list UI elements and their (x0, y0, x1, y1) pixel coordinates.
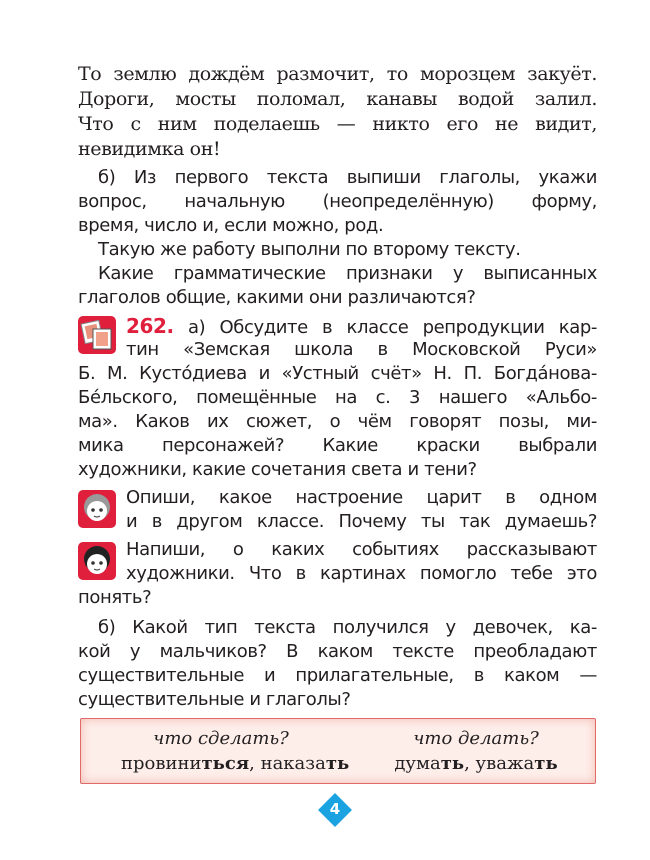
text-line: Опиши, какое настроение царит в одном (126, 487, 597, 508)
boy-task (78, 538, 597, 610)
page-content (78, 62, 597, 784)
text-line: Дороги, мосты поломал, канавы водой залил. (78, 88, 597, 110)
text-line: время, число и, если можно, род. (78, 215, 384, 236)
poem-text (78, 62, 597, 162)
text-line: художники. Что в картинах помогло тебе это (126, 563, 597, 584)
page-number: 4 (329, 800, 341, 818)
text-line: глаголов общие, какими они различаются? (78, 287, 476, 308)
task-b (78, 166, 597, 310)
text-line: Бе́льского, помещённые на с. 3 нашего «Альбо- (78, 387, 597, 408)
text-line: и в другом классе. Почему ты так думаешь? (126, 511, 597, 532)
rule-perfective (121, 726, 350, 776)
text-line: б) Из первого текста выпиши глаголы, укажи (98, 167, 597, 188)
text-line: Б. М. Кусто́диева и «Устный счёт» Н. П. Богда́нова- (78, 363, 597, 384)
text-line: То землю дождём размочит, то морозцем закуёт. (78, 63, 597, 85)
text-line: тин «Земская школа в Московской Руси» (126, 339, 597, 360)
pictures-icon (78, 316, 116, 354)
rule-question: что сделать? (153, 728, 289, 749)
exercise-part-b (78, 616, 597, 712)
exercise-text: а) Обсудите в классе репродукции кар- (188, 317, 597, 338)
page-number-badge (319, 794, 351, 826)
text-line: вопрос, начальную (неопределённую) форму, (78, 191, 597, 212)
text-line: существительные и глаголы? (78, 689, 351, 710)
text-line: художники, какие сочетания света и тени? (78, 459, 477, 480)
girl-task (78, 486, 597, 534)
text-line: б) Какой тип текста получился у девочек, ка- (98, 617, 597, 638)
rule-examples: думать, уважать (394, 753, 558, 774)
text-line: ма». Каков их сюжет, о чём говорят позы, ми- (78, 411, 597, 432)
exercise-number: 262. (126, 314, 174, 338)
text-line: понять? (78, 587, 152, 608)
exercise-262 (78, 314, 597, 482)
rule-question: что делать? (413, 728, 539, 749)
text-line: Напиши, о каких событиях рассказывают (126, 539, 597, 560)
girl-icon (78, 490, 116, 528)
rule-imperfective (381, 726, 571, 776)
text-line: мика персонажей? Какие краски выбрали (78, 435, 597, 456)
rule-examples: провиниться, наказать (121, 753, 350, 774)
text-line: Такую же работу выполни по второму тексту. (98, 239, 521, 260)
text-line: кой у мальчиков? В каком тексте преобладают (78, 641, 597, 662)
boy-icon (78, 542, 116, 580)
text-line: Какие грамматические признаки у выписанных (98, 263, 597, 284)
text-line: существительные и прилагательные, в каком — (78, 665, 597, 686)
text-line: Что с ним поделаешь — никто его не видит, (78, 113, 597, 135)
text-line (78, 314, 597, 338)
rule-box (80, 718, 596, 784)
text-line: невидимка он! (78, 138, 221, 160)
